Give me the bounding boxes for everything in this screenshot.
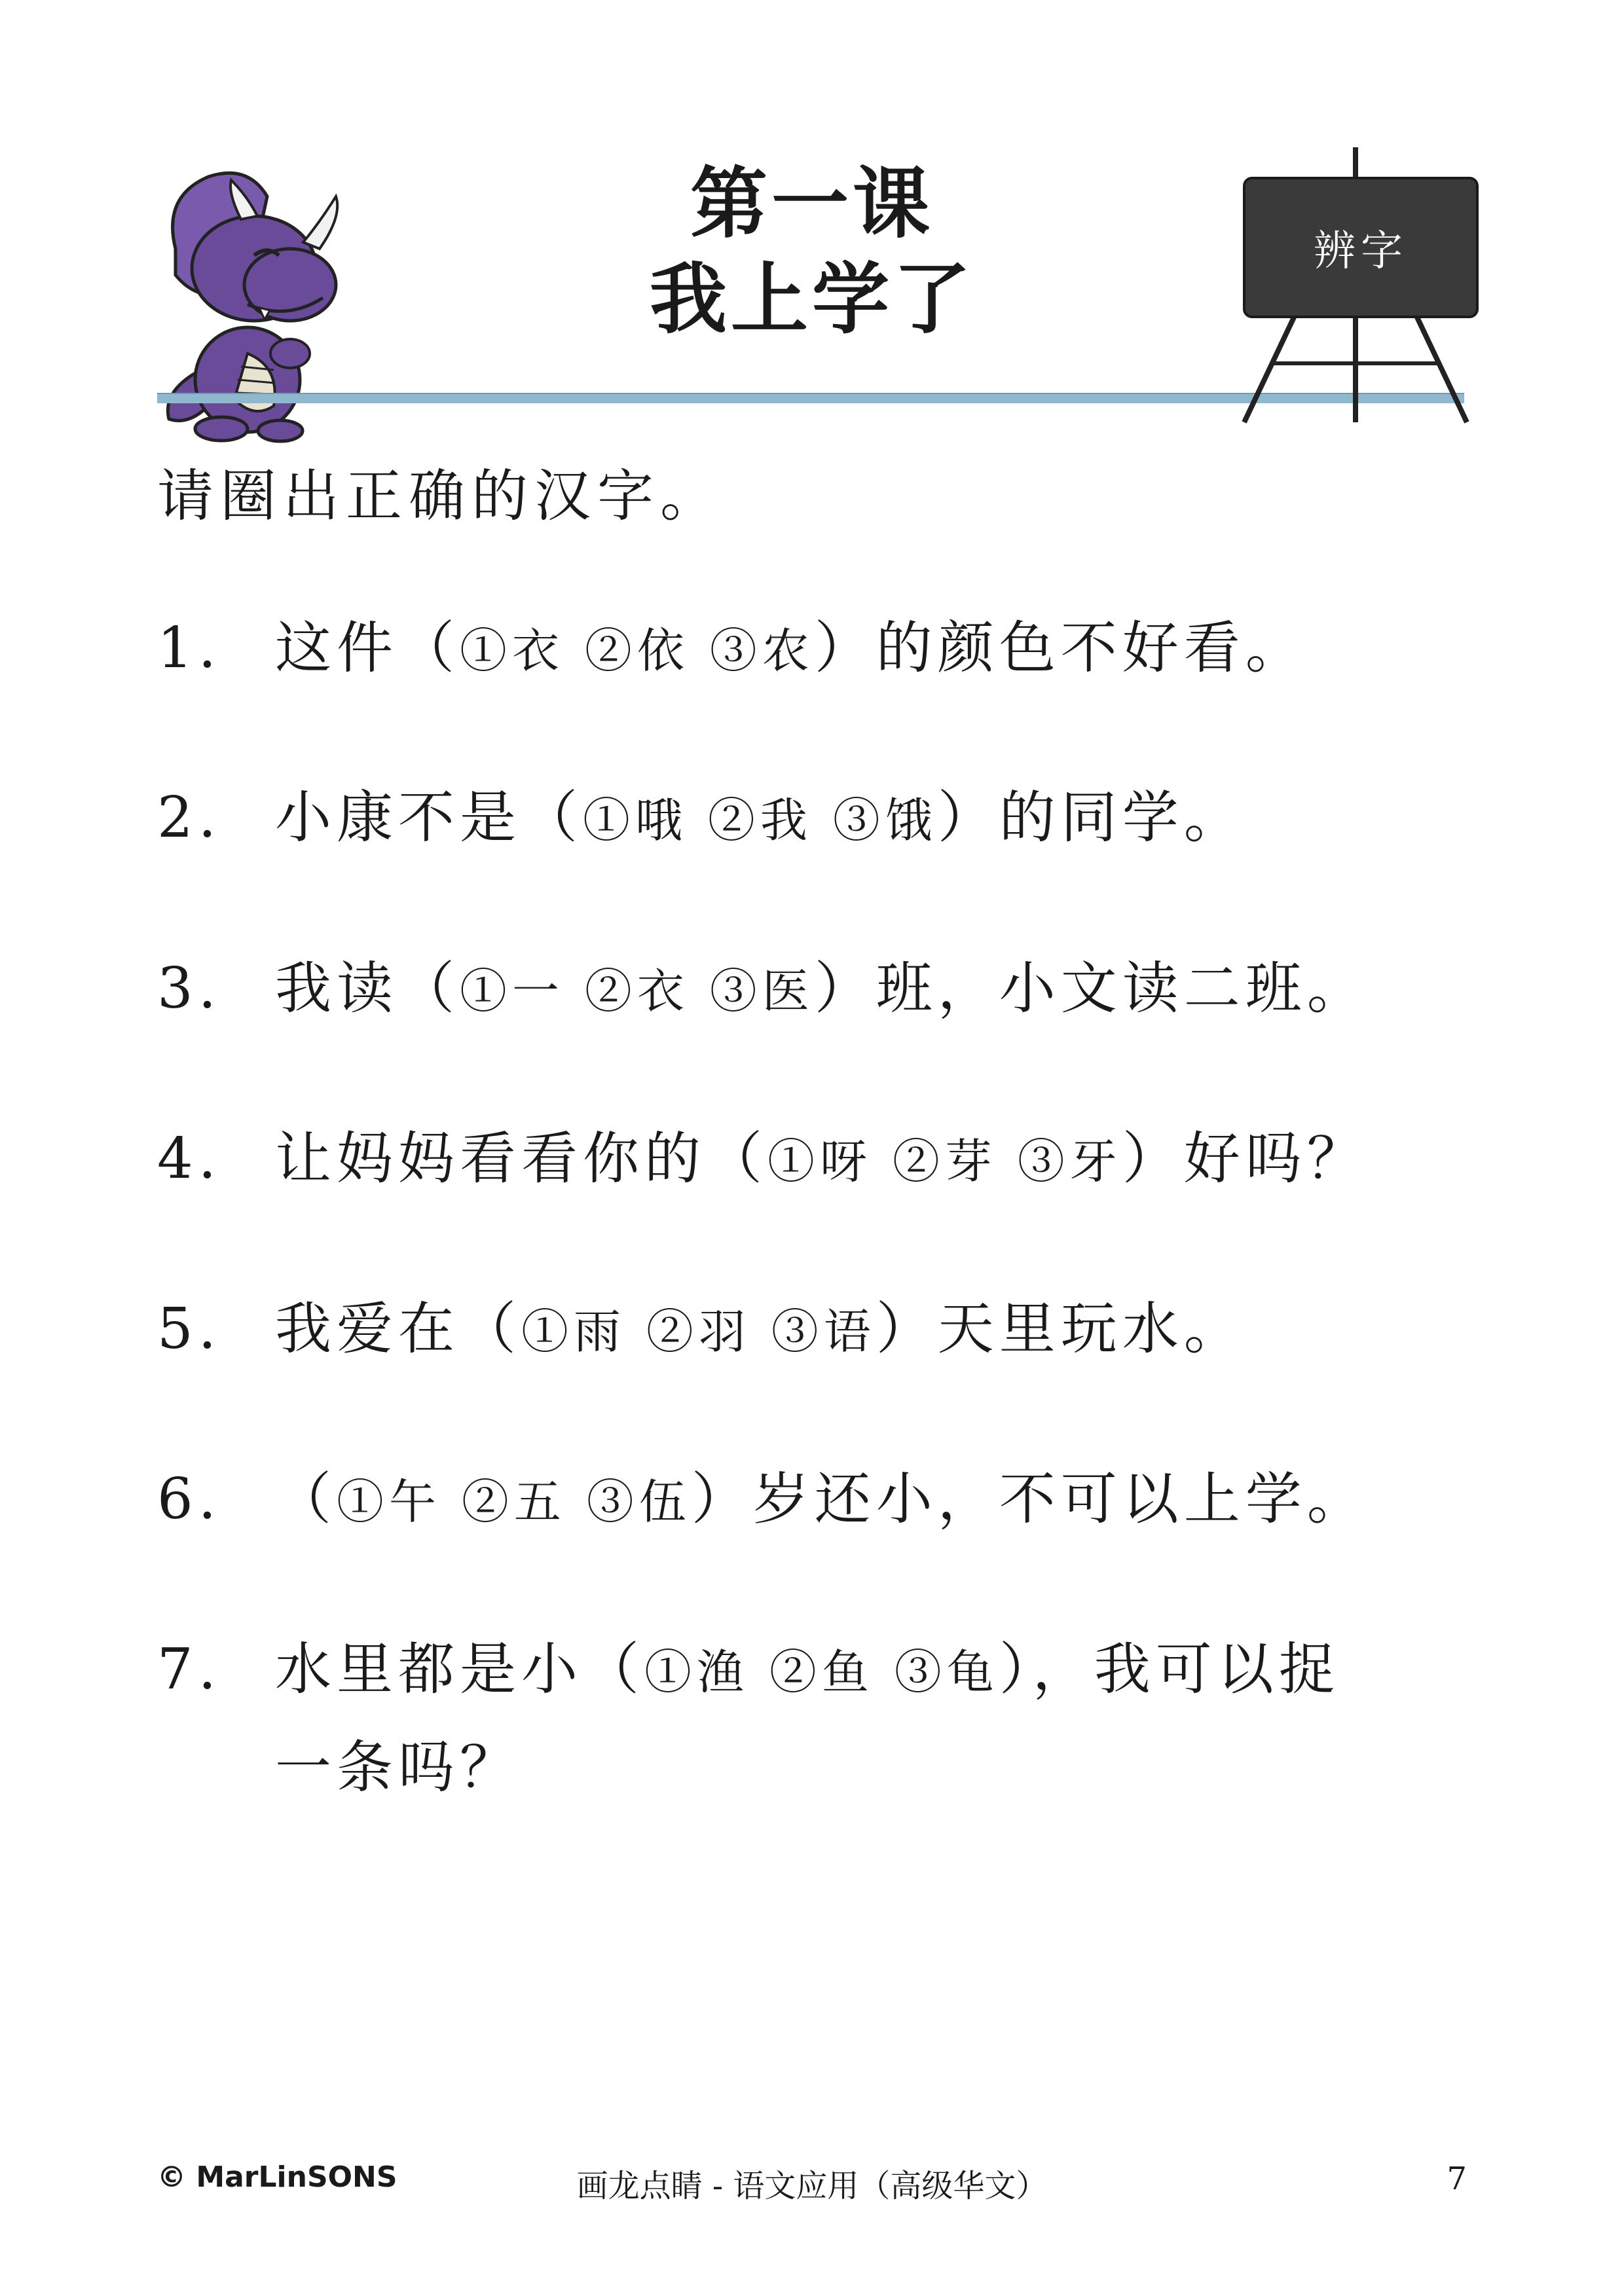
question-text-before: 小康不是（ [275, 785, 583, 850]
answer-options[interactable]: ①雨 ②羽 ③语 [521, 1304, 876, 1359]
question-text-after: ）天里玩水。 [876, 1296, 1246, 1362]
question-text-before: （ [275, 1467, 337, 1532]
lesson-title: 我上学了 [649, 254, 974, 344]
question-text-after: ）岁还小，不可以上学。 [691, 1467, 1369, 1532]
question-text-before: 让妈妈看看你的（ [275, 1126, 767, 1192]
answer-options[interactable]: ①呀 ②芽 ③牙 [767, 1134, 1122, 1189]
question-number: 3. [157, 956, 222, 1021]
question-text-after: ），我可以捉 [999, 1637, 1340, 1702]
lesson-number: 第一课 [690, 158, 934, 249]
board-label: 辨字 [1314, 227, 1408, 276]
question-number: 2. [157, 785, 222, 850]
answer-options[interactable]: ①衣 ②依 ③农 [460, 623, 815, 678]
question-number: 4. [157, 1126, 222, 1192]
page-number: 7 [1447, 2160, 1467, 2197]
question-text-before: 水里都是小（ [275, 1637, 644, 1702]
question-text-before: 我爱在（ [275, 1296, 521, 1362]
question-number: 1. [157, 615, 222, 681]
question-number: 5. [157, 1296, 222, 1362]
question-text-before: 我读（ [275, 956, 460, 1021]
answer-options[interactable]: ①渔 ②鱼 ③龟 [644, 1645, 999, 1700]
answer-options[interactable]: ①哦 ②我 ③饿 [583, 793, 938, 848]
question-text-continued: 一条吗？ [275, 1735, 521, 1800]
question-number: 7. [157, 1637, 222, 1702]
publisher-brand: © MarLinSONS [157, 2160, 397, 2194]
book-title: 画龙点睛 - 语文应用（高级华文） [576, 2168, 1048, 2204]
question-text-after: ）好吗？ [1122, 1126, 1369, 1192]
instruction-text: 请圈出正确的汉字。 [157, 464, 723, 529]
answer-options[interactable]: ①一 ②衣 ③医 [460, 964, 815, 1019]
question-text-after: ）班，小文读二班。 [814, 956, 1369, 1021]
answer-options[interactable]: ①午 ②五 ③伍 [337, 1474, 692, 1529]
question-text-after: ）的颜色不好看。 [814, 615, 1307, 681]
question-text-before: 这件（ [275, 615, 460, 681]
question-number: 6. [157, 1467, 222, 1532]
question-text-after: ）的同学。 [937, 785, 1246, 850]
